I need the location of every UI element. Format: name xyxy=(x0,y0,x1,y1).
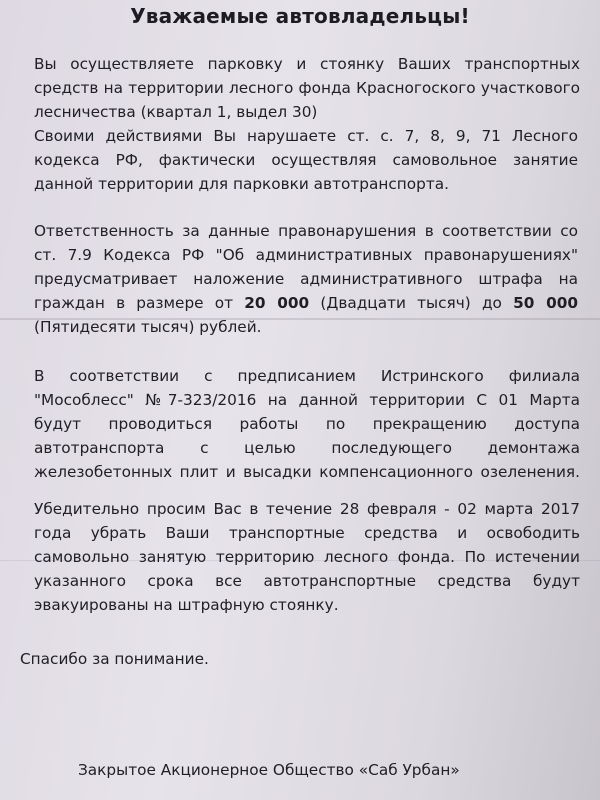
paragraph-liability xyxy=(34,219,578,339)
text-line: Убедительно просим Вас в течение 28 февраля - 02 марта 2017 xyxy=(34,500,580,518)
text-line: указанного срока все автотранспортные средства будут xyxy=(34,572,580,590)
text-line: Своими действиями Вы нарушаете ст. с. 7, 8, 9, 71 Лесного xyxy=(34,127,578,145)
paragraph-parking xyxy=(34,52,580,124)
text-line: В соответствии с предписанием Истринского филиала xyxy=(34,367,580,385)
text-line: будут проводиться работы по прекращению доступа xyxy=(34,415,580,433)
text-line: года убрать Ваши транспортные средства и освободить xyxy=(34,524,580,542)
fine-text: граждан в размере от xyxy=(34,294,245,312)
fine-amount-min: 20 000 xyxy=(244,294,310,312)
fine-text: (Двадцати тысяч) до xyxy=(309,294,514,312)
text-line: Вы осуществляете парковку и стоянку Ваших транспортных xyxy=(34,55,580,73)
paragraph-request xyxy=(34,497,580,617)
text-line: самовольно занятую территорию лесного фонда. По истечении xyxy=(34,548,580,566)
text-line: лесничества (квартал 1, выдел 30) xyxy=(34,103,318,121)
text-line: кодекса РФ, фактически осуществляя самовольное занятие xyxy=(34,151,578,169)
text-line: (Пятидесяти тысяч) рублей. xyxy=(34,318,262,336)
paragraph-violation xyxy=(34,124,578,196)
signature-company: Закрытое Акционерное Общество «Саб Урбан» xyxy=(78,761,460,779)
fine-amount-max: 50 000 xyxy=(513,294,578,312)
text-line: эвакуированы на штрафную стоянку. xyxy=(34,596,339,614)
text-line: данной территории для парковки автотранспорта. xyxy=(34,175,449,193)
thanks-text: Спасибо за понимание. xyxy=(20,650,209,668)
text-line: средств на территории лесного фонда Красногоского участкового xyxy=(34,79,580,97)
text-line: Ответственность за данные правонарушения в соответствии со xyxy=(34,222,578,240)
paragraph-prescription xyxy=(34,364,580,484)
text-line: предусматривает наложение административного штрафа на xyxy=(34,270,578,288)
text-line: автотранспорта с целью последующего демонтажа xyxy=(34,439,580,457)
text-line: ст. 7.9 Кодекса РФ "Об административных правонарушениях" xyxy=(34,246,578,264)
text-line-fine-amounts xyxy=(34,291,578,315)
text-line: "Мособлесс" №7-323/2016 на данной территории С 01 Марта xyxy=(34,391,580,409)
text-line: железобетонных плит и высадки компенсационного озеленения. xyxy=(34,463,580,481)
notice-title: Уважаемые автовладельцы! xyxy=(130,4,470,28)
